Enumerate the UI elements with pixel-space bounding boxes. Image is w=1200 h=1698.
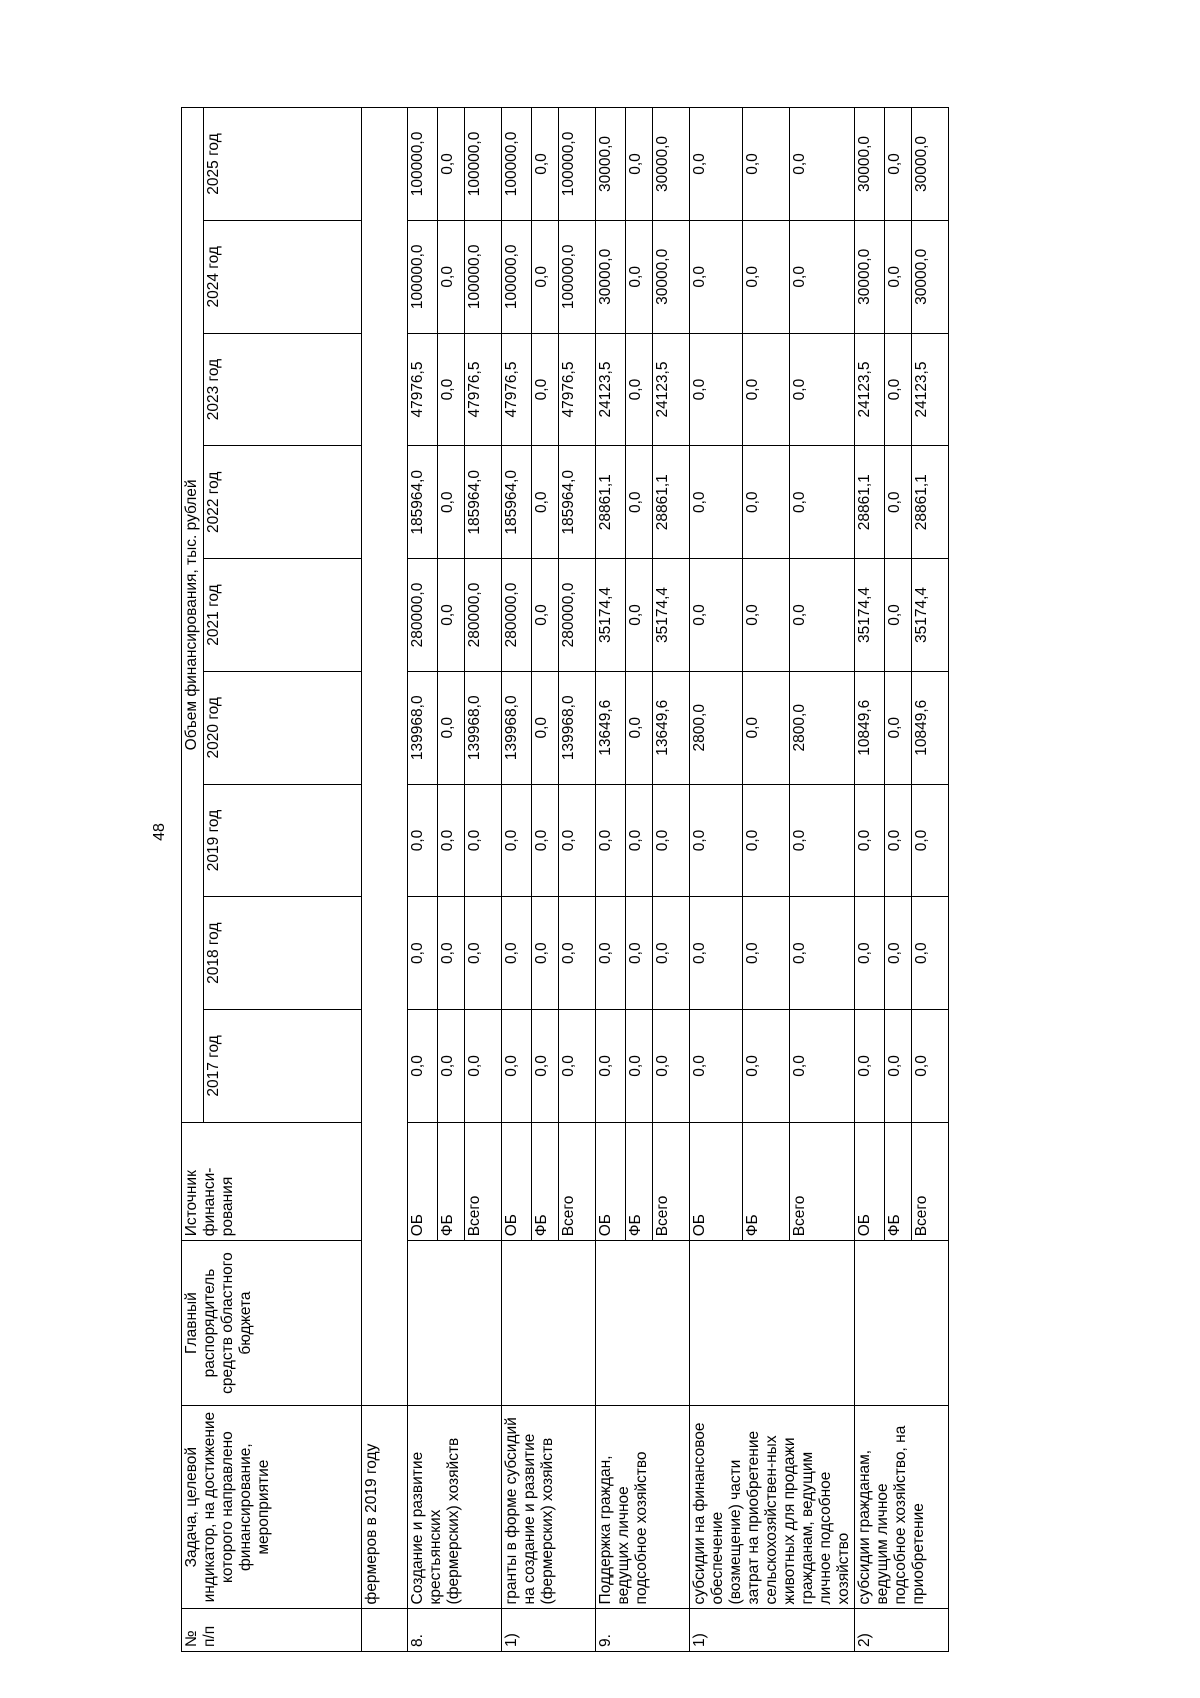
- source-cell: Всего: [559, 1122, 596, 1241]
- value-cell: 35174,4: [912, 559, 949, 672]
- value-cell: 139968,0: [502, 671, 532, 784]
- header-year: 2023 год: [204, 333, 362, 446]
- value-cell: 0,0: [532, 108, 559, 221]
- value-cell: 13649,6: [596, 671, 626, 784]
- header-volume: Объем финансирования, тыс. рублей: [182, 108, 204, 1123]
- value-cell: 0,0: [438, 333, 465, 446]
- value-cell: 47976,5: [502, 333, 532, 446]
- value-cell: 24123,5: [596, 333, 626, 446]
- value-cell: 30000,0: [596, 220, 626, 333]
- row-number: 1): [690, 1609, 855, 1652]
- value-cell: 0,0: [742, 1010, 789, 1123]
- value-cell: 0,0: [653, 897, 690, 1010]
- value-cell: 0,0: [885, 333, 912, 446]
- row-number: [362, 1609, 408, 1652]
- value-cell: 30000,0: [653, 108, 690, 221]
- value-cell: 100000,0: [559, 108, 596, 221]
- manager-cell: [855, 1241, 949, 1406]
- value-cell: 28861,1: [653, 446, 690, 559]
- value-cell: 0,0: [790, 333, 855, 446]
- header-year: 2018 год: [204, 897, 362, 1010]
- value-cell: 24123,5: [912, 333, 949, 446]
- value-cell: 0,0: [855, 897, 885, 1010]
- source-cell: ОБ: [408, 1122, 438, 1241]
- value-cell: 0,0: [408, 897, 438, 1010]
- value-cell: 0,0: [690, 897, 743, 1010]
- value-cell: 0,0: [742, 784, 789, 897]
- value-cell: 2800,0: [690, 671, 743, 784]
- value-cell: 185964,0: [465, 446, 502, 559]
- value-cell: 30000,0: [653, 220, 690, 333]
- value-cell: 0,0: [742, 897, 789, 1010]
- task-text: субсидии гражданам, ведущим личное подсобное хозяйство, на приобретение: [855, 1405, 949, 1609]
- header-year: 2017 год: [204, 1010, 362, 1123]
- value-cell: 0,0: [438, 1010, 465, 1123]
- manager-cell: [596, 1241, 690, 1406]
- table-row: [502, 108, 532, 1652]
- value-cell: 24123,5: [855, 333, 885, 446]
- value-cell: 0,0: [885, 784, 912, 897]
- value-cell: 0,0: [532, 333, 559, 446]
- value-cell: 47976,5: [465, 333, 502, 446]
- value-cell: 0,0: [790, 446, 855, 559]
- value-cell: 0,0: [596, 897, 626, 1010]
- value-cell: 35174,4: [653, 559, 690, 672]
- manager-cell: [690, 1241, 855, 1406]
- value-cell: 13649,6: [653, 671, 690, 784]
- header-task: Задача, целевой индикатор, на достижение которого направлено финансирование, мероприятие: [182, 1405, 362, 1609]
- value-cell: 280000,0: [559, 559, 596, 672]
- value-cell: 0,0: [690, 108, 743, 221]
- value-cell: 0,0: [885, 559, 912, 672]
- value-cell: 0,0: [438, 446, 465, 559]
- row-number: 2): [855, 1609, 949, 1652]
- header-year: 2020 год: [204, 671, 362, 784]
- value-cell: 0,0: [532, 784, 559, 897]
- value-cell: 139968,0: [559, 671, 596, 784]
- value-cell: 30000,0: [596, 108, 626, 221]
- value-cell: 0,0: [559, 1010, 596, 1123]
- value-cell: 35174,4: [596, 559, 626, 672]
- value-cell: 0,0: [532, 671, 559, 784]
- value-cell: 0,0: [408, 784, 438, 897]
- source-cell: ФБ: [626, 1122, 653, 1241]
- table-row: [690, 108, 743, 1652]
- value-cell: 0,0: [502, 897, 532, 1010]
- header-year: 2019 год: [204, 784, 362, 897]
- value-cell: 0,0: [742, 333, 789, 446]
- value-cell: 0,0: [532, 559, 559, 672]
- table-row: [855, 108, 885, 1652]
- row-number: 8.: [408, 1609, 502, 1652]
- source-cell: ОБ: [855, 1122, 885, 1241]
- value-cell: 0,0: [532, 1010, 559, 1123]
- header-source: Источник финанси-рования: [182, 1122, 362, 1241]
- value-cell: 0,0: [690, 333, 743, 446]
- value-cell: 0,0: [465, 784, 502, 897]
- page-number: 48: [151, 823, 168, 841]
- table-row: [408, 108, 438, 1652]
- value-cell: 0,0: [626, 446, 653, 559]
- value-cell: 0,0: [885, 446, 912, 559]
- value-cell: 0,0: [912, 897, 949, 1010]
- task-text: гранты в форме субсидий на создание и развитие (фермерских) хозяйств: [502, 1405, 596, 1609]
- value-cell: 185964,0: [408, 446, 438, 559]
- value-cell: 0,0: [742, 108, 789, 221]
- value-cell: 0,0: [408, 1010, 438, 1123]
- value-cell: 0,0: [626, 671, 653, 784]
- table-row: [362, 108, 408, 1652]
- source-cell: Всего: [790, 1122, 855, 1241]
- value-cell: 0,0: [742, 559, 789, 672]
- value-cell: 28861,1: [596, 446, 626, 559]
- value-cell: 0,0: [626, 333, 653, 446]
- value-cell: 0,0: [885, 1010, 912, 1123]
- value-cell: 0,0: [742, 220, 789, 333]
- value-cell: 0,0: [790, 559, 855, 672]
- value-cell: 0,0: [438, 220, 465, 333]
- source-cell: ФБ: [885, 1122, 912, 1241]
- value-cell: 2800,0: [790, 671, 855, 784]
- value-cell: 0,0: [790, 108, 855, 221]
- value-cell: 100000,0: [559, 220, 596, 333]
- value-cell: 0,0: [690, 1010, 743, 1123]
- financing-table: [181, 107, 949, 1652]
- value-cell: 0,0: [532, 446, 559, 559]
- table-row: [596, 108, 626, 1652]
- value-cell: 0,0: [532, 220, 559, 333]
- header-manager: Главный распорядитель средств областного бюджета: [182, 1241, 362, 1406]
- value-cell: 0,0: [885, 897, 912, 1010]
- value-cell: 10849,6: [855, 671, 885, 784]
- value-cell: 0,0: [790, 1010, 855, 1123]
- value-cell: 100000,0: [465, 220, 502, 333]
- source-cell: Всего: [912, 1122, 949, 1241]
- value-cell: 0,0: [790, 784, 855, 897]
- value-cell: 0,0: [532, 897, 559, 1010]
- rotated-table-container: [181, 107, 1151, 1652]
- source-cell: ФБ: [532, 1122, 559, 1241]
- value-cell: 0,0: [626, 784, 653, 897]
- value-cell: 35174,4: [855, 559, 885, 672]
- value-cell: 100000,0: [502, 108, 532, 221]
- value-cell: 0,0: [790, 897, 855, 1010]
- value-cell: 0,0: [912, 784, 949, 897]
- source-cell: ФБ: [742, 1122, 789, 1241]
- value-cell: 0,0: [438, 559, 465, 672]
- value-cell: 0,0: [438, 108, 465, 221]
- value-cell: 0,0: [465, 1010, 502, 1123]
- header-year: 2025 год: [204, 108, 362, 221]
- value-cell: 10849,6: [912, 671, 949, 784]
- value-cell: 0,0: [653, 784, 690, 897]
- value-cell: 0,0: [559, 897, 596, 1010]
- value-cell: 28861,1: [912, 446, 949, 559]
- value-cell: 100000,0: [408, 220, 438, 333]
- value-cell: 30000,0: [912, 108, 949, 221]
- value-cell: 0,0: [885, 671, 912, 784]
- value-cell: 0,0: [690, 220, 743, 333]
- task-text: Поддержка граждан, ведущих личное подсобное хозяйство: [596, 1405, 690, 1609]
- value-cell: 28861,1: [855, 446, 885, 559]
- value-cell: 139968,0: [465, 671, 502, 784]
- value-cell: 0,0: [855, 1010, 885, 1123]
- value-cell: 0,0: [742, 446, 789, 559]
- value-cell: 0,0: [438, 784, 465, 897]
- value-cell: 280000,0: [465, 559, 502, 672]
- value-cell: 0,0: [502, 784, 532, 897]
- value-cell: 0,0: [438, 897, 465, 1010]
- value-cell: 0,0: [885, 108, 912, 221]
- value-cell: 0,0: [626, 220, 653, 333]
- value-cell: 100000,0: [502, 220, 532, 333]
- value-cell: 139968,0: [408, 671, 438, 784]
- value-cell: 0,0: [742, 671, 789, 784]
- value-cell: 0,0: [690, 446, 743, 559]
- value-cell: 0,0: [438, 671, 465, 784]
- value-cell: 30000,0: [855, 108, 885, 221]
- empty-cell: [362, 108, 408, 1406]
- header-year: 2024 год: [204, 220, 362, 333]
- value-cell: 185964,0: [502, 446, 532, 559]
- header-year: 2021 год: [204, 559, 362, 672]
- value-cell: 0,0: [690, 784, 743, 897]
- value-cell: 0,0: [596, 1010, 626, 1123]
- row-number: 1): [502, 1609, 596, 1652]
- value-cell: 47976,5: [559, 333, 596, 446]
- value-cell: 280000,0: [502, 559, 532, 672]
- value-cell: 0,0: [596, 784, 626, 897]
- value-cell: 185964,0: [559, 446, 596, 559]
- value-cell: 100000,0: [408, 108, 438, 221]
- value-cell: 0,0: [559, 784, 596, 897]
- value-cell: 24123,5: [653, 333, 690, 446]
- value-cell: 0,0: [626, 559, 653, 672]
- source-cell: ОБ: [502, 1122, 532, 1241]
- value-cell: 0,0: [690, 559, 743, 672]
- task-text: фермеров в 2019 году: [362, 1405, 408, 1609]
- value-cell: 100000,0: [465, 108, 502, 221]
- value-cell: 30000,0: [855, 220, 885, 333]
- task-text: субсидии на финансовое обеспечение (возмещение) части затрат на приобретение сельскохозяйствен-ных животных для продажи гражданам, ведущим личное подсобное хозяйство: [690, 1405, 855, 1609]
- source-cell: ОБ: [596, 1122, 626, 1241]
- value-cell: 30000,0: [912, 220, 949, 333]
- value-cell: 0,0: [653, 1010, 690, 1123]
- value-cell: 0,0: [885, 220, 912, 333]
- source-cell: Всего: [653, 1122, 690, 1241]
- value-cell: 280000,0: [408, 559, 438, 672]
- manager-cell: [408, 1241, 502, 1406]
- value-cell: 47976,5: [408, 333, 438, 446]
- source-cell: ОБ: [690, 1122, 743, 1241]
- task-text: Создание и развитие крестьянских (фермерских) хозяйств: [408, 1405, 502, 1609]
- value-cell: 0,0: [626, 108, 653, 221]
- header-year: 2022 год: [204, 446, 362, 559]
- value-cell: 0,0: [502, 1010, 532, 1123]
- value-cell: 0,0: [790, 220, 855, 333]
- value-cell: 0,0: [912, 1010, 949, 1123]
- value-cell: 0,0: [626, 1010, 653, 1123]
- header-num: № п/п: [182, 1609, 362, 1652]
- source-cell: ФБ: [438, 1122, 465, 1241]
- manager-cell: [502, 1241, 596, 1406]
- value-cell: 0,0: [465, 897, 502, 1010]
- value-cell: 0,0: [626, 897, 653, 1010]
- value-cell: 0,0: [855, 784, 885, 897]
- source-cell: Всего: [465, 1122, 502, 1241]
- row-number: 9.: [596, 1609, 690, 1652]
